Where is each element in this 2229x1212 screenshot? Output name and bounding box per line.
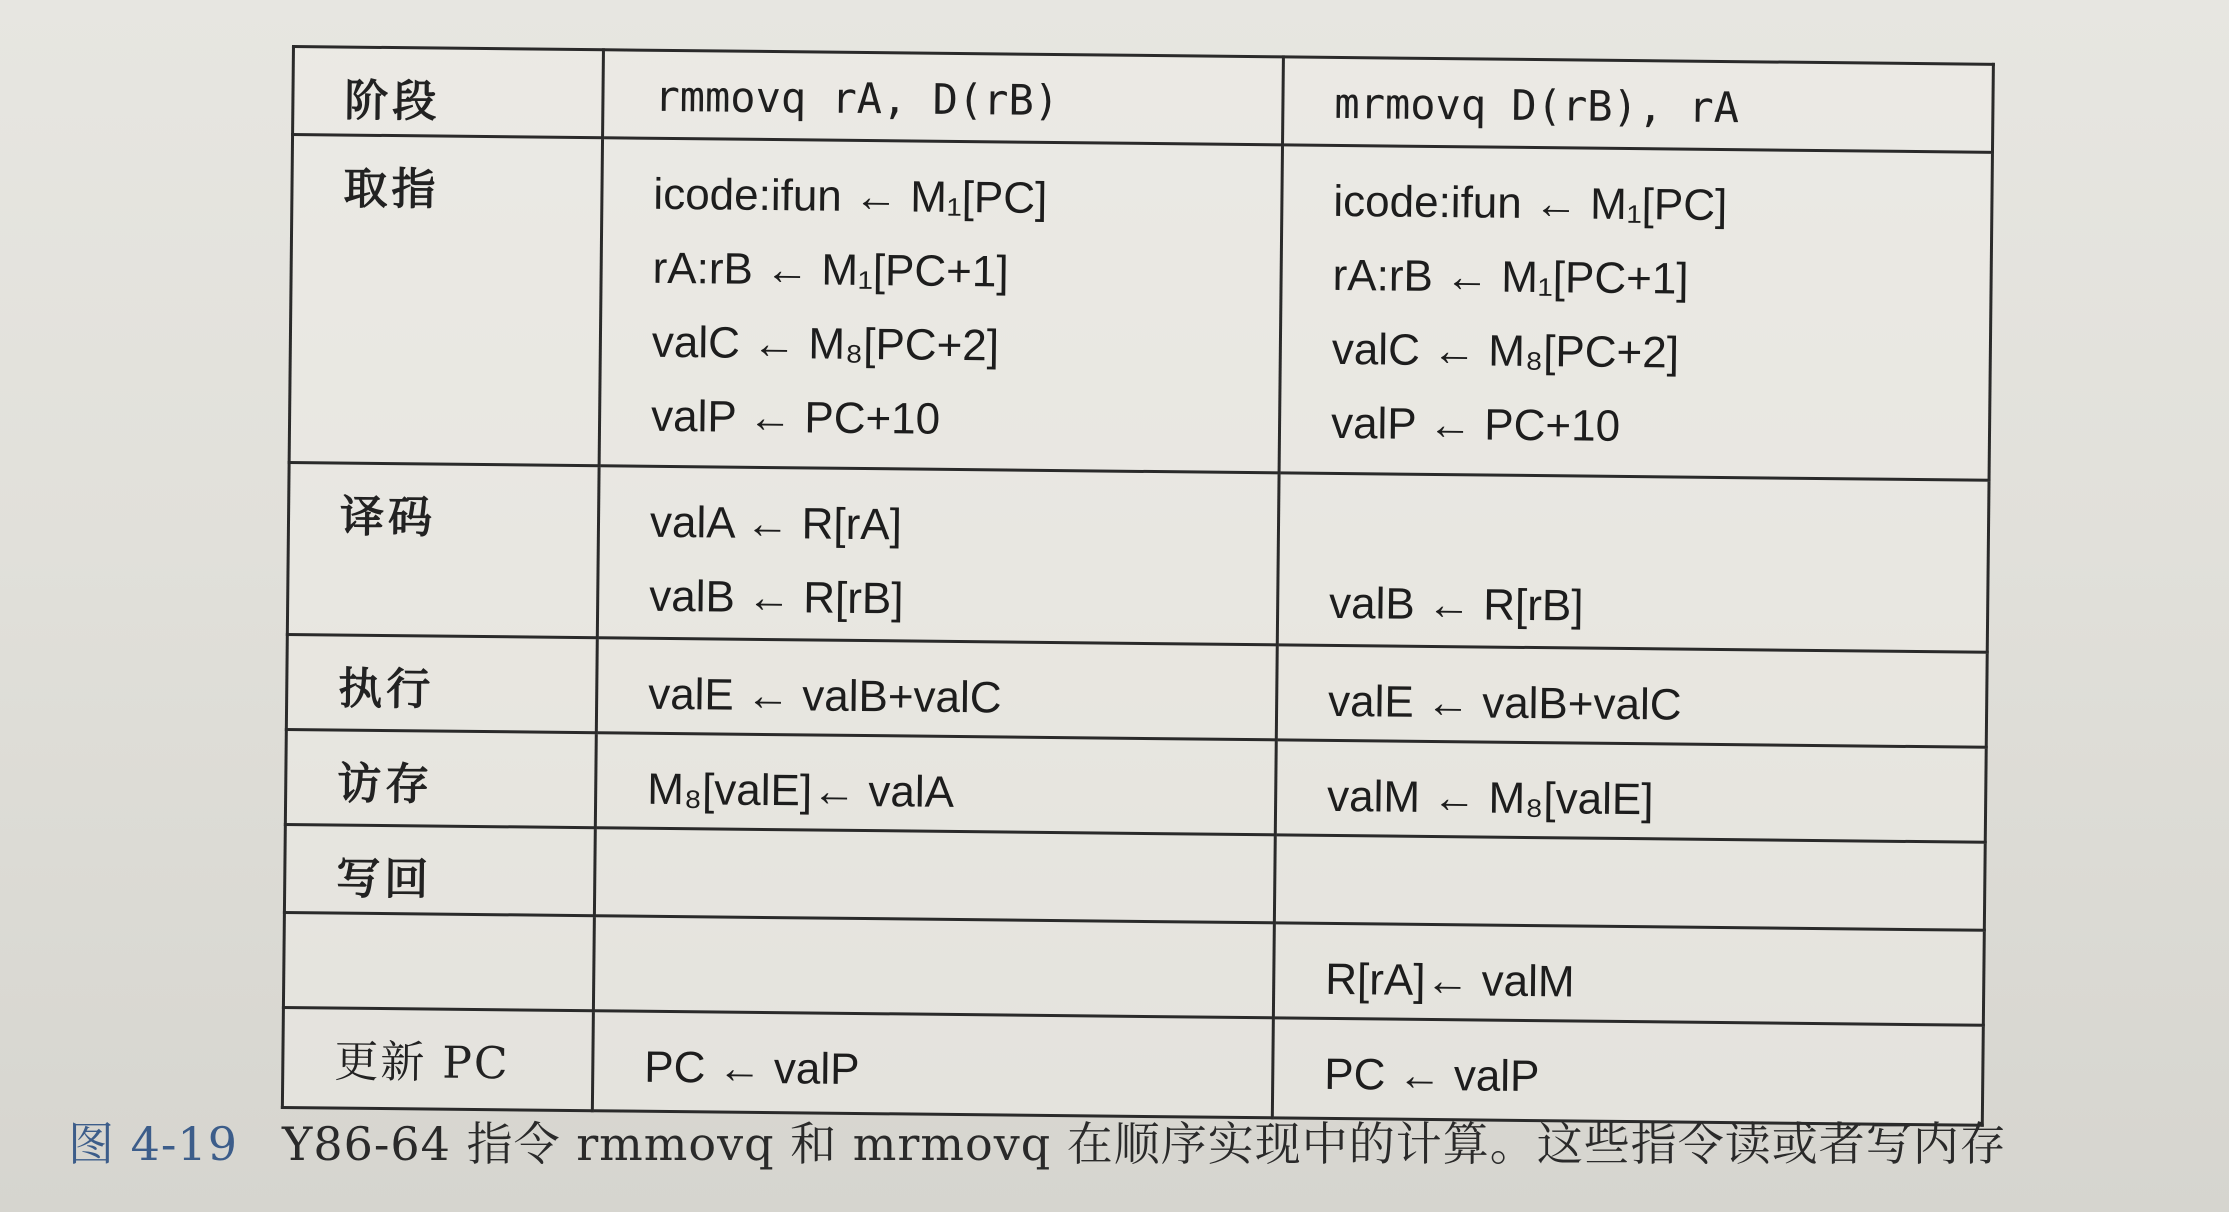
update-pc-mrmovq-line: PC ← valP — [1324, 1049, 1540, 1102]
figure-label: 图 4-19 — [68, 1117, 238, 1171]
writeback2-mrmovq — [1273, 923, 1984, 1025]
stage-memory: 访存 — [285, 729, 596, 827]
stage-decode: 译码 — [287, 462, 599, 637]
fetch-mrmovq-line: valP ← PC+10 — [1330, 398, 1621, 451]
row-memory — [285, 729, 1986, 842]
computation-table-wrapper — [281, 45, 1992, 1123]
execute-rmmovq-line: valE ← valB+valC — [647, 669, 1002, 723]
execute-mrmovq — [1276, 645, 1987, 747]
writeback-rmmovq — [594, 828, 1275, 923]
update-pc-rmmovq — [592, 1011, 1273, 1118]
execute-mrmovq-line: valE ← valB+valC — [1327, 676, 1682, 730]
fetch-mrmovq-line: icode:ifun ← M₁[PC] — [1333, 176, 1728, 231]
fetch-rmmovq-line: valP ← PC+10 — [650, 391, 941, 444]
memory-mrmovq — [1275, 740, 1986, 842]
writeback-mrmovq — [1274, 835, 1985, 930]
fetch-rmmovq-line: valC ← M₈[PC+2] — [651, 317, 1000, 371]
header-stage: 阶段 — [293, 47, 604, 138]
stage-writeback-2 — [283, 912, 594, 1010]
writeback2-rmmovq — [593, 916, 1274, 1018]
fetch-mrmovq-line: valC ← M₈[PC+2] — [1331, 324, 1680, 378]
figure-caption — [68, 1108, 2218, 1174]
update-pc-rmmovq-line: PC ← valP — [644, 1042, 860, 1094]
figure-caption-text: Y86-64 指令 rmmovq 和 mrmovq 在顺序实现中的计算。这些指令读或者写内存 — [281, 1117, 2007, 1171]
fetch-rmmovq-line: rA:rB ← M₁[PC+1] — [652, 243, 1009, 297]
execute-rmmovq — [596, 638, 1277, 740]
memory-mrmovq-line: valM ← M₈[valE] — [1326, 771, 1654, 825]
row-decode — [287, 462, 1989, 652]
memory-rmmovq-line: M₈[valE]← valA — [646, 764, 955, 817]
decode-rmmovq-line: valA ← R[rA] — [649, 497, 903, 550]
row-writeback-2 — [283, 912, 1984, 1025]
decode-mrmovq — [1277, 473, 1989, 652]
computation-table — [281, 45, 1995, 1127]
writeback2-mrmovq-line: R[rA]← valM — [1325, 954, 1575, 1007]
memory-rmmovq — [595, 733, 1276, 835]
header-rmmovq: rmmovq rA, D(rB) — [603, 50, 1284, 145]
row-fetch — [289, 135, 1992, 481]
stage-fetch: 取指 — [289, 135, 602, 466]
stage-execute: 执行 — [286, 634, 597, 732]
fetch-mrmovq — [1279, 145, 1992, 480]
stage-writeback: 写回 — [284, 824, 595, 915]
header-mrmovq: mrmovq D(rB), rA — [1283, 57, 1994, 152]
decode-mrmovq-line: valB ← R[rB] — [1328, 578, 1584, 631]
row-execute — [286, 634, 1987, 747]
decode-rmmovq-line: valB ← R[rB] — [648, 571, 904, 624]
decode-rmmovq — [597, 466, 1279, 645]
fetch-mrmovq-line: rA:rB ← M₁[PC+1] — [1332, 250, 1689, 304]
stage-update-pc: 更新 PC — [282, 1007, 593, 1110]
fetch-rmmovq — [599, 138, 1282, 473]
fetch-rmmovq-line: icode:ifun ← M₁[PC] — [653, 169, 1048, 223]
